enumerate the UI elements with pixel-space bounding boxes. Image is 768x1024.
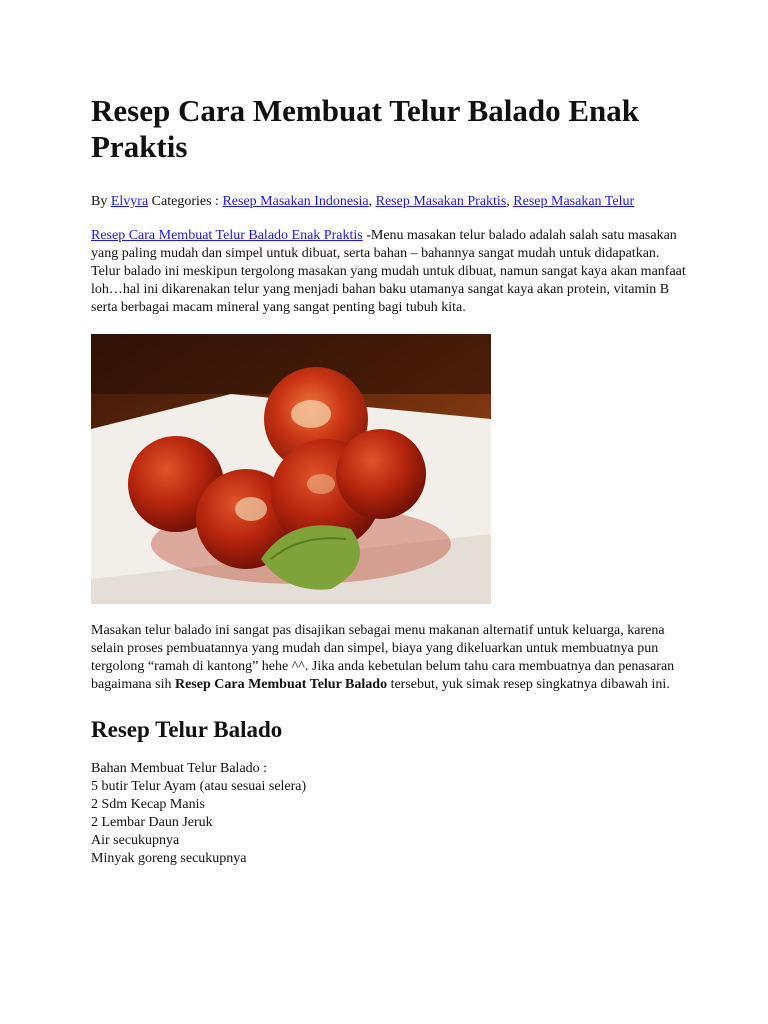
intro-title-link[interactable]: Resep Cara Membuat Telur Balado Enak Praktis: [91, 228, 363, 243]
ingredient-item: 2 Lembar Daun Jeruk: [91, 815, 213, 830]
category-link-indonesia[interactable]: Resep Masakan Indonesia: [222, 194, 369, 209]
bold-phrase: Resep Cara Membuat Telur Balado: [174, 677, 388, 692]
article: [91, 93, 691, 868]
ingredient-item: 5 butir Telur Ayam (atau sesuai selera): [91, 779, 307, 794]
byline: [91, 193, 691, 211]
section-heading: Resep Telur Balado: [91, 717, 283, 742]
article-title: Resep Cara Membuat Telur Balado Enak Praktis: [91, 93, 640, 164]
ingredients-list: [91, 760, 691, 868]
separator: ,: [506, 194, 514, 209]
intro-text: -Menu masakan telur balado adalah salah satu masakan yang paling mudah dan simpel untuk dibuat, serta bahan – bahannya sangat mudah untuk didapatkan. Telur balado ini meskipun tergolong masakan yang mudah untuk dibuat, namun sangat kaya akan manfaat loh…hal ini dikarenakan telur yang menjadi bahan baku utamanya sangat kaya akan protein, vitamin B serta berbagai macam mineral yang sangat penting bagi tubuh kita.: [91, 228, 686, 315]
category-link-telur[interactable]: Resep Masakan Telur: [513, 194, 635, 209]
intro-paragraph: [91, 227, 691, 317]
category-link-praktis[interactable]: Resep Masakan Praktis: [375, 194, 507, 209]
ingredient-item: Minyak goreng secukupnya: [91, 851, 247, 866]
telur-balado-photo: [91, 334, 491, 604]
categories-label: Categories :: [151, 194, 219, 209]
paragraph-text-end: tersebut, yuk simak resep singkatnya dibawah ini.: [387, 677, 670, 692]
ingredient-item: 2 Sdm Kecap Manis: [91, 797, 205, 812]
ingredient-item: Air secukupnya: [91, 833, 180, 848]
paragraph-text: Masakan telur balado ini sangat pas disajikan sebagai menu makanan alternatif untuk keluarga, karena selain proses pembuatannya yang mudah dan simpel, biaya yang dikeluarkan untuk membuatnya pun tergolong “ramah di kantong” hehe ^^. Jika anda kebetulan belum tahu cara membuatnya dan penasaran bagaimana sih: [91, 623, 675, 692]
body-paragraph: [91, 622, 691, 694]
separator: ,: [368, 194, 376, 209]
author-link[interactable]: Elvyra: [110, 194, 149, 209]
by-label: By: [91, 194, 108, 209]
ingredients-heading: Bahan Membuat Telur Balado :: [91, 761, 268, 776]
